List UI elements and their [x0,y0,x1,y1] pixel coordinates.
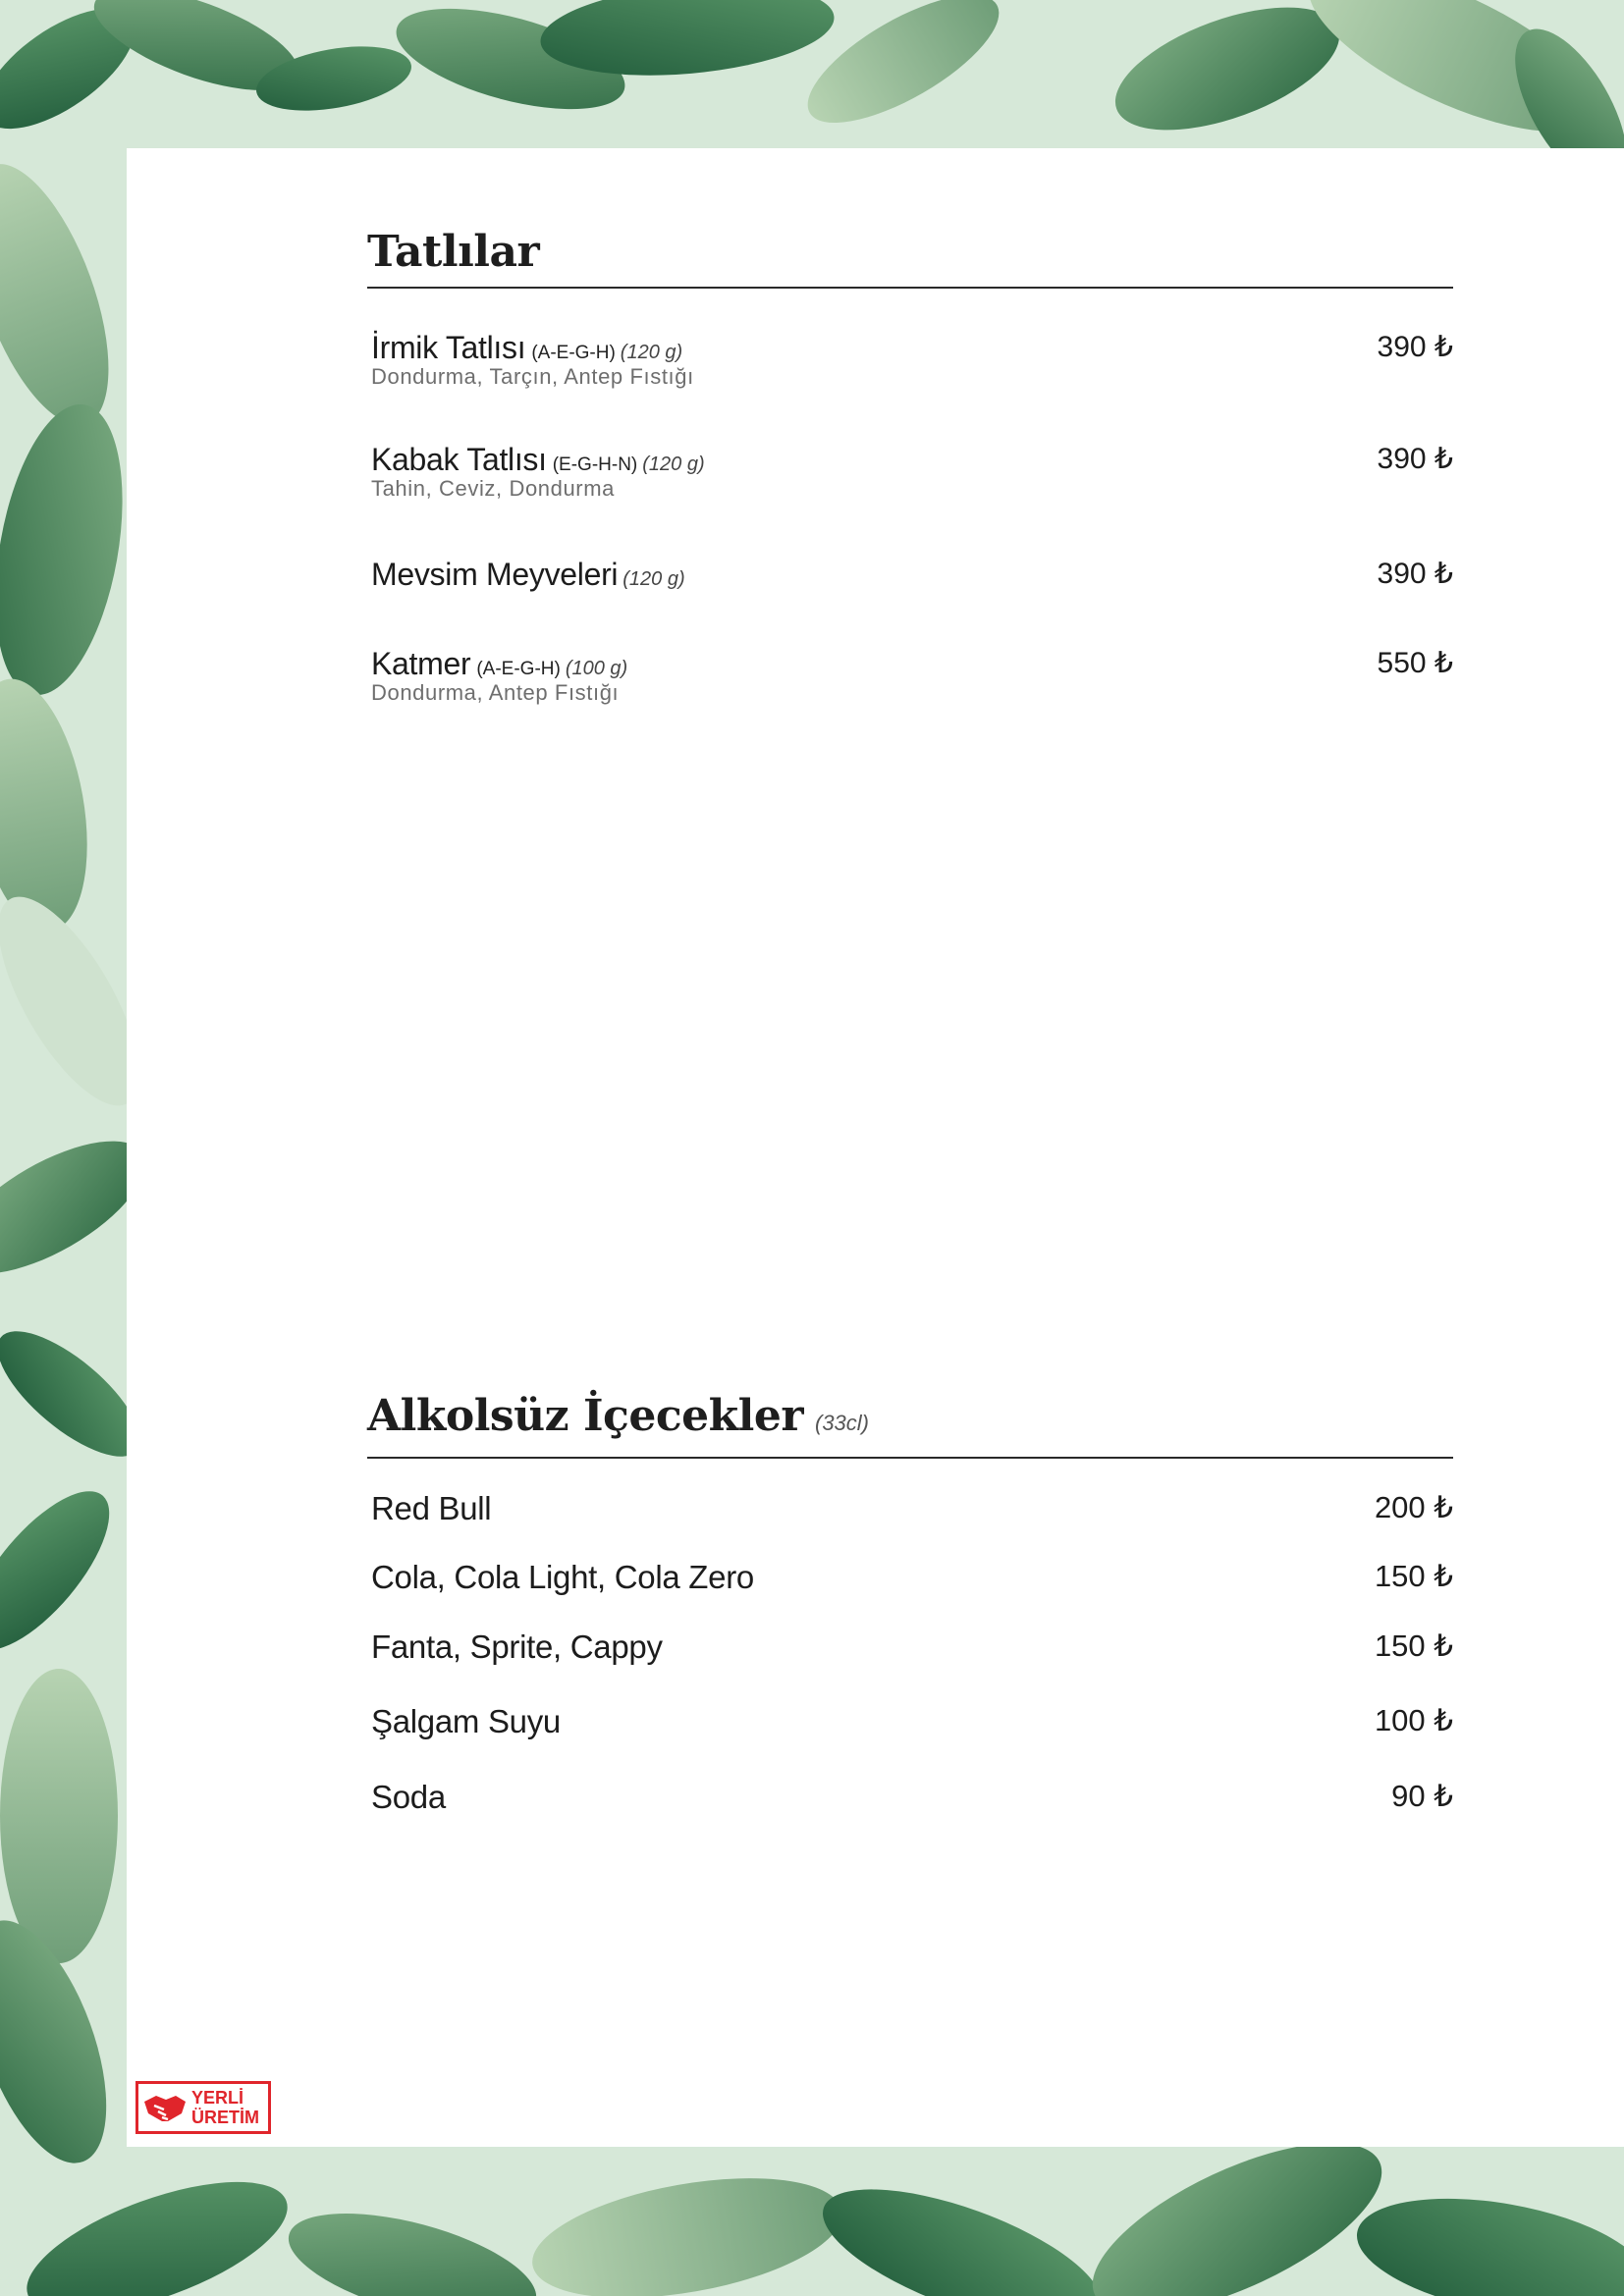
item-name: Red Bull [371,1490,492,1526]
handshake-icon [142,2088,188,2127]
menu-item [371,1559,1453,1596]
item-price: 150 ₺ [1374,1559,1453,1593]
item-name: Mevsim Meyveleri [371,557,619,592]
desserts-header [367,224,1453,289]
menu-item [371,442,1453,502]
local-production-badge [135,2081,271,2134]
item-name: Şalgam Suyu [371,1703,561,1739]
item-price: 150 ₺ [1374,1629,1453,1663]
menu-item [371,1490,1453,1527]
item-weight: (120 g) [620,342,683,363]
drinks-section [367,1388,1453,1815]
item-price: 100 ₺ [1374,1703,1453,1737]
item-name: Fanta, Sprite, Cappy [371,1629,663,1665]
item-price: 390 ₺ [1377,331,1453,363]
menu-item [371,330,1453,390]
item-description: Dondurma, Antep Fıstığı [371,680,620,705]
item-price: 200 ₺ [1374,1490,1453,1524]
desserts-title: Tatlılar [367,227,540,277]
item-price: 90 ₺ [1391,1779,1453,1813]
item-allergens: (E-G-H-N) [552,454,638,475]
item-weight: (100 g) [565,658,628,679]
item-weight: (120 g) [642,454,705,475]
item-name: Katmer [371,646,471,681]
drinks-header [367,1388,1453,1459]
drinks-volume-note: (33cl) [815,1411,870,1435]
item-name: İrmik Tatlısı [371,330,526,365]
item-price: 390 ₺ [1377,558,1453,590]
item-name: Kabak Tatlısı [371,442,547,477]
item-price: 550 ₺ [1377,647,1453,679]
desserts-section [367,224,1453,705]
item-allergens: (A-E-G-H) [531,343,616,363]
menu-item [371,1629,1453,1666]
menu-item [371,1703,1453,1740]
item-price: 390 ₺ [1377,443,1453,475]
drinks-title: Alkolsüz İçecekler [367,1391,803,1441]
item-description: Dondurma, Tarçın, Antep Fıstığı [371,364,694,389]
badge-line2: ÜRETİM [191,2108,259,2127]
item-name: Cola, Cola Light, Cola Zero [371,1559,754,1595]
item-weight: (120 g) [623,568,685,590]
menu-item [371,646,1453,706]
item-description: Tahin, Ceviz, Dondurma [371,476,615,501]
item-allergens: (A-E-G-H) [476,659,561,679]
item-name: Soda [371,1779,446,1815]
menu-item [371,1779,1453,1816]
badge-line1: YERLİ [191,2088,244,2108]
menu-item [371,557,1453,593]
